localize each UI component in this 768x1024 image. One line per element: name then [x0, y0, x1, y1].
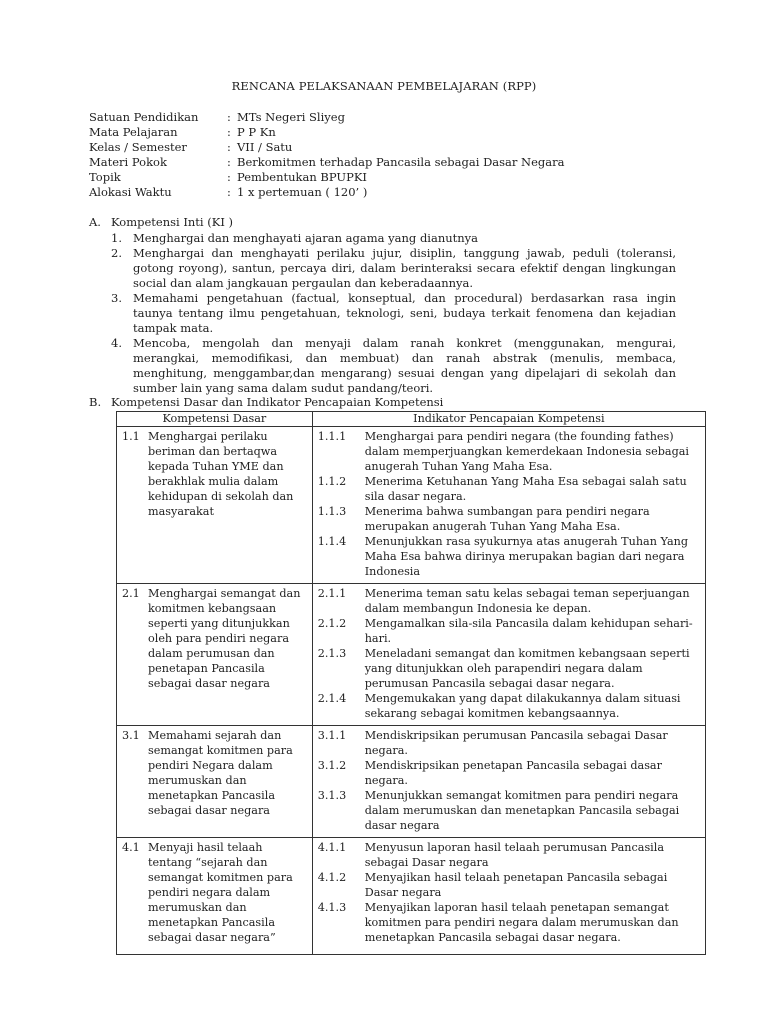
- list-text: Mencoba, mengolah dan menyaji dalam ranah konkret (menggunakan, mengurai, merangkai, memodifikasi, dan membuat) dan ranah abstrak (menulis, membaca, menghitung, menggambar,dan mengarang) sesuai dengan yang dipelajari di sekolah dan sumber lain yang sama dalam sudut pandang/teori.: [133, 336, 676, 395]
- identity-colon: :: [227, 155, 231, 169]
- kd-number: 4.1: [122, 841, 140, 854]
- indicator-item: [318, 900, 701, 945]
- identity-value: MTs Negeri Sliyeg: [237, 110, 345, 124]
- indicator-number: 1.1.4: [317, 535, 347, 548]
- identity-value: Berkomitmen terhadap Pancasila sebagai Dasar Negara: [237, 155, 565, 169]
- list-item: [89, 231, 689, 246]
- indicator-item: [318, 586, 701, 616]
- identity-row: [89, 155, 689, 170]
- identity-colon: :: [227, 140, 231, 154]
- identity-row: [89, 125, 689, 140]
- list-number: 3.: [111, 291, 122, 305]
- identity-value: 1 x pertemuan ( 120’ ): [237, 185, 368, 199]
- kd-text: Menghargai perilaku beriman dan bertaqwa kepada Tuhan YME dan berakhlak mulia dalam kehidupan di sekolah dan masyarakat: [148, 430, 294, 518]
- indicator-number: 4.1.2: [317, 871, 347, 884]
- identity-label: Alokasi Waktu: [89, 185, 172, 199]
- competency-table: [116, 411, 706, 955]
- ki-list: [89, 231, 689, 396]
- indicator-number: 3.1.1: [317, 729, 347, 742]
- identity-row: [89, 140, 689, 155]
- list-text: Menghargai dan menghayati perilaku jujur, disiplin, tanggung jawab, peduli (toleransi, gotong royong), santun, percaya diri, dalam berinteraksi secara efektif dengan lingkungan social dan alam jangkauan pergaulan dan keberadaannya.: [133, 246, 676, 290]
- indicator-number: 1.1.1: [317, 430, 347, 443]
- identity-label: Satuan Pendidikan: [89, 110, 199, 124]
- indicator-number: 2.1.1: [317, 587, 347, 600]
- indicator-text: Mendiskripsikan penetapan Pancasila sebagai dasar negara.: [364, 759, 662, 787]
- column-header-indikator: Indikator Pencapaian Kompetensi: [312, 412, 705, 427]
- list-number: 2.: [111, 246, 122, 260]
- kd-cell: [117, 427, 313, 584]
- indicator-number: 2.1.4: [317, 692, 347, 705]
- indicator-text: Menyajikan laporan hasil telaah penetapan semangat komitmen para pendiri negara dalam merumuskan dan menetapkan Pancasila sebagai dasar negara.: [364, 901, 679, 944]
- kd-cell: [117, 726, 313, 838]
- table-row: [117, 584, 706, 726]
- identity-value: Pembentukan BPUPKI: [237, 170, 367, 184]
- identity-value: P P Kn: [237, 125, 276, 139]
- indicator-item: [318, 504, 701, 534]
- table-header-row: [117, 412, 706, 427]
- table-row: [117, 427, 706, 584]
- identity-label: Topik: [89, 170, 121, 184]
- indicator-text: Menghargai para pendiri negara (the founding fathes) dalam memperjuangkan kemerdekaan Indonesia sebagai anugerah Tuhan Yang Maha Esa.: [364, 430, 689, 473]
- table-row: [117, 838, 706, 955]
- list-number: 1.: [111, 231, 122, 245]
- kd-text: Menyaji hasil telaah tentang “sejarah dan semangat komitmen para pendiri negara dalam merumuskan dan menetapkan Pancasila sebagai dasar negara”: [148, 841, 293, 944]
- list-item: [89, 246, 689, 291]
- indicator-number: 4.1.3: [317, 901, 347, 914]
- indicator-item: [318, 474, 701, 504]
- indicator-text: Mengemukakan yang dapat dilakukannya dalam situasi sekarang sebagai komitmen kebangsaannya.: [364, 692, 681, 720]
- kd-number: 1.1: [122, 430, 140, 443]
- list-text: Menghargai dan menghayati ajaran agama yang dianutnya: [133, 231, 479, 245]
- kd-number: 3.1: [122, 729, 140, 742]
- identity-colon: :: [227, 170, 231, 184]
- indicator-number: 3.1.3: [317, 789, 347, 802]
- identity-row: [89, 185, 689, 200]
- indicator-item: [318, 840, 701, 870]
- section-kompetensi-inti: [89, 215, 689, 396]
- identity-row: [89, 170, 689, 185]
- section-kompetensi-dasar: [89, 395, 709, 410]
- section-title: Kompetensi Dasar dan Indikator Pencapaian Kompetensi: [111, 395, 444, 409]
- identity-label: Kelas / Semester: [89, 140, 187, 154]
- list-number: 4.: [111, 336, 122, 350]
- identity-label: Mata Pelajaran: [89, 125, 178, 139]
- list-text: Memahami pengetahuan (factual, konseptual, dan procedural) berdasarkan rasa ingin taunya tentang ilmu pengetahuan, teknologi, seni, budaya terkait fenomena dan kejadian tampak mata.: [133, 291, 676, 335]
- identity-row: [89, 110, 689, 125]
- section-letter: A.: [89, 215, 101, 229]
- indicator-number: 2.1.3: [317, 647, 347, 660]
- section-heading: [89, 395, 709, 410]
- identity-block: [89, 110, 689, 200]
- list-item: [89, 336, 689, 396]
- kd-text: Menghargai semangat dan komitmen kebangsaan seperti yang ditunjukkan oleh para pendiri negara dalam perumusan dan penetapan Pancasila sebagai dasar negara: [148, 587, 301, 690]
- indicator-item: [318, 534, 701, 579]
- indicator-text: Menyusun laporan hasil telaah perumusan Pancasila sebagai Dasar negara: [364, 841, 665, 869]
- document-title: RENCANA PELAKSANAAN PEMBELAJARAN (RPP): [231, 79, 537, 93]
- indicator-text: Meneladani semangat dan komitmen kebangsaan seperti yang ditunjukkan oleh parapendiri negara dalam perumusan Pancasila sebagai dasar negara.: [364, 647, 690, 690]
- indicator-cell: [312, 584, 705, 726]
- indicator-text: Menyajikan hasil telaah penetapan Pancasila sebagai Dasar negara: [364, 871, 668, 899]
- indicator-text: Mengamalkan sila-sila Pancasila dalam kehidupan sehari-hari.: [364, 617, 693, 645]
- list-item: [89, 291, 689, 336]
- section-heading: [89, 215, 689, 230]
- indicator-number: 1.1.2: [317, 475, 347, 488]
- indicator-number: 4.1.1: [317, 841, 347, 854]
- indicator-item: [318, 616, 701, 646]
- identity-colon: :: [227, 110, 231, 124]
- indicator-text: Menerima Ketuhanan Yang Maha Esa sebagai salah satu sila dasar negara.: [364, 475, 687, 503]
- indicator-text: Menunjukkan rasa syukurnya atas anugerah Tuhan Yang Maha Esa bahwa dirinya merupakan bagian dari negara Indonesia: [364, 535, 689, 578]
- indicator-item: [318, 429, 701, 474]
- indicator-text: Mendiskripsikan perumusan Pancasila sebagai Dasar negara.: [364, 729, 668, 757]
- indicator-number: 2.1.2: [317, 617, 347, 630]
- column-header-kompetensi-dasar: Kompetensi Dasar: [117, 412, 313, 427]
- kd-cell: [117, 838, 313, 955]
- indicator-item: [318, 758, 701, 788]
- indicator-item: [318, 788, 701, 833]
- table-row: [117, 726, 706, 838]
- indicator-cell: [312, 838, 705, 955]
- indicator-text: Menerima teman satu kelas sebagai teman seperjuangan dalam membangun Indonesia ke depan.: [364, 587, 690, 615]
- indicator-cell: [312, 427, 705, 584]
- indicator-item: [318, 646, 701, 691]
- indicator-item: [318, 691, 701, 721]
- indicator-number: 3.1.2: [317, 759, 347, 772]
- indicator-number: 1.1.3: [317, 505, 347, 518]
- kd-number: 2.1: [122, 587, 140, 600]
- indicator-item: [318, 870, 701, 900]
- section-letter: B.: [89, 395, 102, 409]
- indicator-text: Menerima bahwa sumbangan para pendiri negara merupakan anugerah Tuhan Yang Maha Esa.: [364, 505, 650, 533]
- kd-cell: [117, 584, 313, 726]
- indicator-item: [318, 728, 701, 758]
- identity-colon: :: [227, 185, 231, 199]
- kd-text: Memahami sejarah dan semangat komitmen para pendiri Negara dalam merumuskan dan menetapkan Pancasila sebagai dasar negara: [148, 729, 293, 817]
- indicator-text: Menunjukkan semangat komitmen para pendiri negara dalam merumuskan dan menetapkan Pancasila sebagai dasar negara: [364, 789, 680, 832]
- identity-value: VII / Satu: [237, 140, 293, 154]
- identity-colon: :: [227, 125, 231, 139]
- indicator-cell: [312, 726, 705, 838]
- identity-label: Materi Pokok: [89, 155, 167, 169]
- section-title: Kompetensi Inti (KI ): [111, 215, 234, 229]
